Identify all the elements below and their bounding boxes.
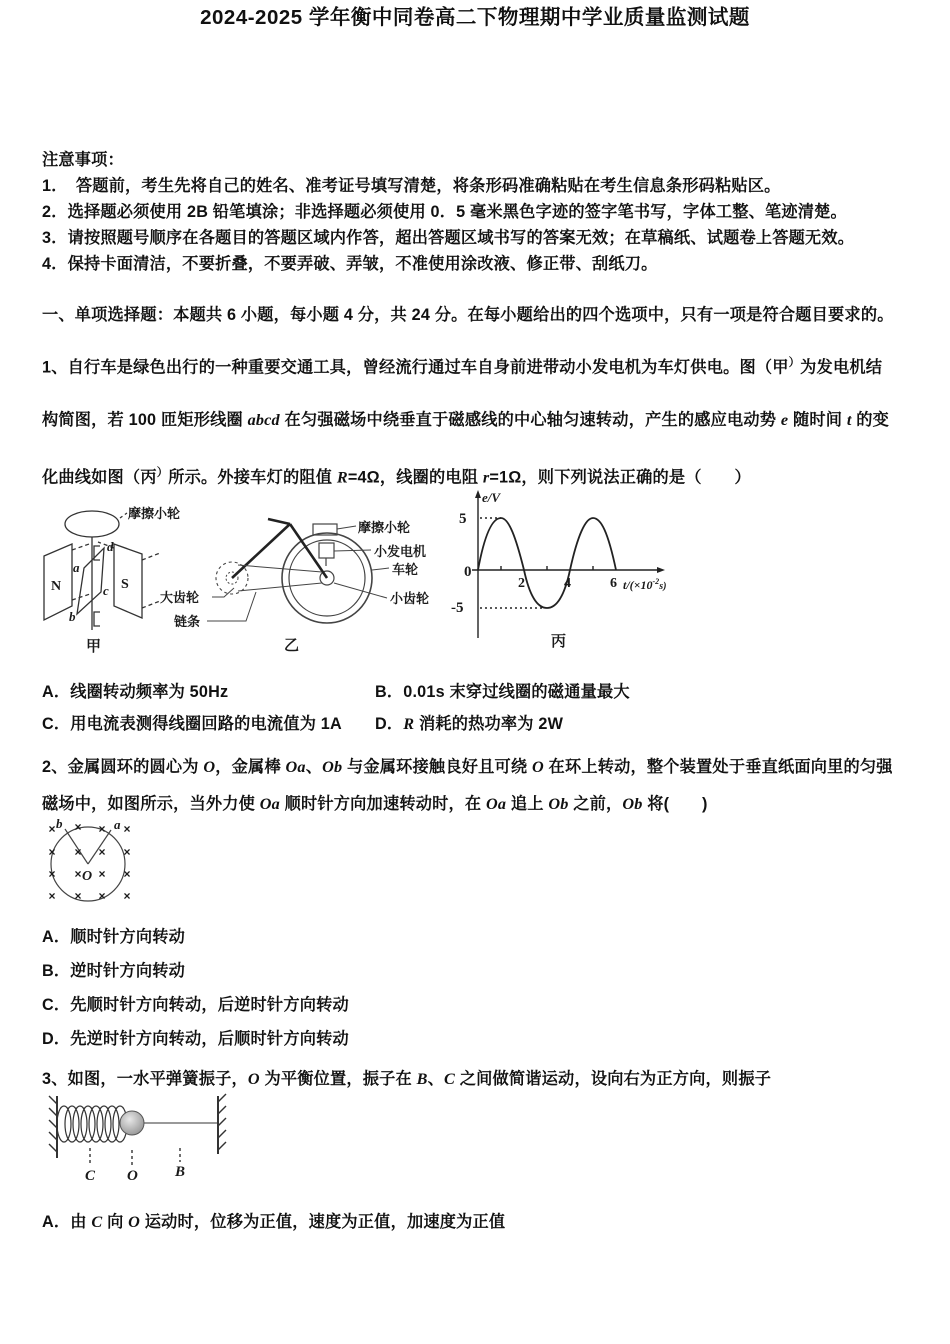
question-2-line-1: 2、金属圆环的圆心为 O，金属棒 Oa、Ob 与金属环接触良好且可绕 O 在环上转动，整个装置处于垂直纸面向里的匀强 bbox=[42, 758, 893, 776]
field-cross: × bbox=[74, 889, 82, 903]
field-cross: × bbox=[98, 822, 106, 836]
field-cross: × bbox=[48, 845, 56, 859]
wall-hatch bbox=[49, 1120, 57, 1128]
notice-block bbox=[42, 147, 854, 277]
chain-top-line bbox=[238, 565, 322, 572]
commutator-bottom bbox=[94, 612, 100, 626]
leader-line bbox=[120, 513, 127, 518]
field-cross: × bbox=[123, 845, 131, 859]
figure-spring-oscillator bbox=[40, 1092, 240, 1184]
x-axis-label: $t/(\times 10^{-2}_{s)}$ bbox=[623, 577, 667, 592]
leader-chain bbox=[207, 592, 256, 621]
field-cross: × bbox=[48, 822, 56, 836]
generator-shape bbox=[319, 543, 334, 558]
generator-drawing bbox=[44, 511, 160, 630]
q2-option-b: B．逆时针方向转动 bbox=[42, 962, 185, 980]
spring-coil bbox=[81, 1106, 95, 1142]
q3-option-a: A．由 C 向 O 运动时，位移为正值，速度为正值，加速度为正值 bbox=[42, 1213, 506, 1231]
position-c-label: C bbox=[85, 1168, 96, 1184]
leader-friction bbox=[337, 526, 356, 529]
question-1-line-2: 构简图，若 100 匝矩形线圈 abcd 在匀强磁场中绕垂直于磁感线的中心轴匀速转动，产生的感应电动势 e 随时间 t 的变 bbox=[42, 411, 890, 430]
figure-bicycle-yi bbox=[150, 488, 445, 660]
notice-item-4: 4．保持卡面清洁，不要折叠，不要弄破、弄皱，不准使用涂改液、修正带、刮纸刀。 bbox=[42, 255, 658, 273]
chain-bottom-line bbox=[238, 583, 322, 591]
question-2-text bbox=[42, 749, 893, 823]
question-1-line-3: 化曲线如图（丙）所示。外接车灯的阻值 R=4Ω，线圈的电阻 r=1Ω，则下列说法正确的是（ ） bbox=[42, 467, 751, 487]
frame-top-bar bbox=[268, 519, 290, 524]
x-axis-arrow bbox=[657, 567, 665, 573]
section-1-heading: 一、单项选择题：本题共 6 小题，每小题 4 分，共 24 分。在每小题给出的四个选项中，只有一项是符合题目要求的。 bbox=[42, 306, 894, 324]
spring-coil bbox=[73, 1106, 87, 1142]
q1-option-d: D．R 消耗的热功率为 2W bbox=[375, 715, 564, 733]
spring-coil bbox=[97, 1106, 111, 1142]
y-tick-neg5: -5 bbox=[451, 600, 464, 616]
field-cross: × bbox=[123, 867, 131, 881]
q1-option-a: A．线圈转动频率为 50Hz bbox=[42, 683, 229, 701]
q2-options bbox=[42, 920, 349, 1056]
hidden-edge bbox=[72, 543, 92, 550]
spring-coil bbox=[105, 1106, 119, 1142]
chain-label: 链条 bbox=[174, 614, 201, 629]
field-cross: × bbox=[123, 822, 131, 836]
q2-option-d: D．先逆时针方向转动，后顺时针方向转动 bbox=[42, 1030, 349, 1048]
rod-end-b-label: b bbox=[56, 816, 63, 831]
field-cross: × bbox=[74, 867, 82, 881]
figure-caption-jia: 甲 bbox=[86, 638, 102, 655]
y-axis-arrow bbox=[475, 490, 481, 498]
x-tick-4: 4 bbox=[564, 576, 571, 591]
hidden-edge bbox=[72, 594, 90, 600]
notice-heading: 注意事项： bbox=[42, 151, 124, 169]
leader-big-gear bbox=[212, 588, 234, 597]
coil-corner-d: d bbox=[107, 539, 114, 554]
wall-hatch bbox=[218, 1106, 226, 1114]
position-o-label: O bbox=[127, 1168, 138, 1184]
q1-options-row-1 bbox=[42, 678, 630, 702]
q2-option-a: A．顺时针方向转动 bbox=[42, 928, 185, 946]
sine-curve bbox=[478, 518, 616, 608]
question-3-text: 3、如图，一水平弹簧振子，O 为平衡位置，振子在 B、C 之间做简谐运动，设向右为正方向，则振子 bbox=[42, 1070, 772, 1088]
coil-corner-a: a bbox=[73, 560, 80, 575]
wall-hatch bbox=[218, 1130, 226, 1138]
q1-option-c: C．用电流表测得线圈回路的电流值为 1A bbox=[42, 715, 342, 733]
figure-ring-field bbox=[38, 812, 153, 912]
wall-hatch bbox=[218, 1118, 226, 1126]
field-cross: × bbox=[98, 889, 106, 903]
coil-corner-c: c bbox=[103, 583, 109, 598]
leader-wheel bbox=[372, 568, 389, 570]
field-cross: × bbox=[74, 820, 82, 834]
notice-item-2: 2．选择题必须使用 2B 铅笔填涂；非选择题必须使用 0．5 毫米黑色字迹的签字笔书写，字体工整、笔迹清楚。 bbox=[42, 203, 847, 221]
question-1-text bbox=[42, 337, 889, 505]
figure-graph-bing bbox=[445, 486, 705, 651]
field-cross: × bbox=[48, 867, 56, 881]
page-title: 2024-2025 学年衡中同卷高二下物理期中学业质量监测试题 bbox=[200, 6, 750, 29]
leader-generator bbox=[334, 550, 371, 551]
rod-end-a-label: a bbox=[114, 817, 121, 832]
wall-hatch bbox=[218, 1094, 226, 1102]
pole-n-label: N bbox=[51, 579, 62, 594]
generator-label: 小发电机 bbox=[374, 544, 427, 559]
oscillator-ball bbox=[120, 1111, 144, 1135]
y-axis-label: e/V bbox=[482, 490, 501, 505]
question-1-line-1: 1、自行车是绿色出行的一种重要交通工具，曾经流行通过车自身前进带动小发电机为车灯供电。图（甲）为发电机结 bbox=[42, 357, 883, 377]
wheel-label: 车轮 bbox=[392, 562, 419, 577]
frame-tube-left bbox=[232, 524, 290, 578]
position-b-label: B bbox=[175, 1164, 186, 1180]
q1-option-b: B．0.01s 末穿过线圈的磁通量最大 bbox=[375, 683, 630, 701]
small-gear-label: 小齿轮 bbox=[390, 591, 430, 606]
field-cross: × bbox=[74, 845, 82, 859]
spring-coil bbox=[65, 1106, 79, 1142]
field-cross: × bbox=[123, 889, 131, 903]
wall-hatch bbox=[49, 1108, 57, 1116]
x-tick-2: 2 bbox=[518, 576, 525, 591]
wall-hatch bbox=[218, 1142, 226, 1150]
coil-abcd-shape bbox=[77, 548, 104, 614]
field-cross: × bbox=[98, 845, 106, 859]
friction-wheel-label: 摩擦小轮 bbox=[358, 520, 411, 535]
wall-hatch bbox=[49, 1096, 57, 1104]
notice-item-1: 1． 答题前，考生先将自己的姓名、准考证号填写清楚，将条形码准确粘贴在考生信息条形码粘贴区。 bbox=[42, 177, 781, 195]
x-tick-6: 6 bbox=[610, 576, 617, 591]
spring-coil bbox=[57, 1106, 71, 1142]
center-o-label: O bbox=[82, 869, 93, 884]
friction-wheel-shape bbox=[65, 511, 119, 537]
field-cross: × bbox=[48, 889, 56, 903]
q2-option-c: C．先顺时针方向转动，后逆时针方向转动 bbox=[42, 996, 349, 1014]
coil-corner-b: b bbox=[69, 609, 76, 624]
figure-caption-yi: 乙 bbox=[284, 637, 300, 654]
y-tick-5: 5 bbox=[459, 511, 467, 527]
big-gear-label: 大齿轮 bbox=[160, 590, 200, 605]
ring-drawing bbox=[51, 827, 125, 901]
field-cross: × bbox=[98, 867, 106, 881]
y-tick-0: 0 bbox=[464, 564, 472, 580]
wall-hatch bbox=[49, 1132, 57, 1140]
pole-s-label: S bbox=[121, 577, 129, 592]
spring-coil bbox=[89, 1106, 103, 1142]
q1-options-row-2 bbox=[42, 710, 563, 734]
question-2-line-2: 磁场中，如图所示，当外力使 Oa 顺时针方向加速转动时，在 Oa 追上 Ob 之前，Ob 将( ) bbox=[42, 795, 708, 813]
wall-hatch bbox=[49, 1144, 57, 1152]
friction-wheel-label: 摩擦小轮 bbox=[128, 506, 181, 521]
notice-item-3: 3．请按照题号顺序在各题目的答题区域内作答，超出答题区域书写的答案无效；在草稿纸、试题卷上答题无效。 bbox=[42, 229, 855, 247]
figure-caption-bing: 丙 bbox=[551, 633, 567, 650]
